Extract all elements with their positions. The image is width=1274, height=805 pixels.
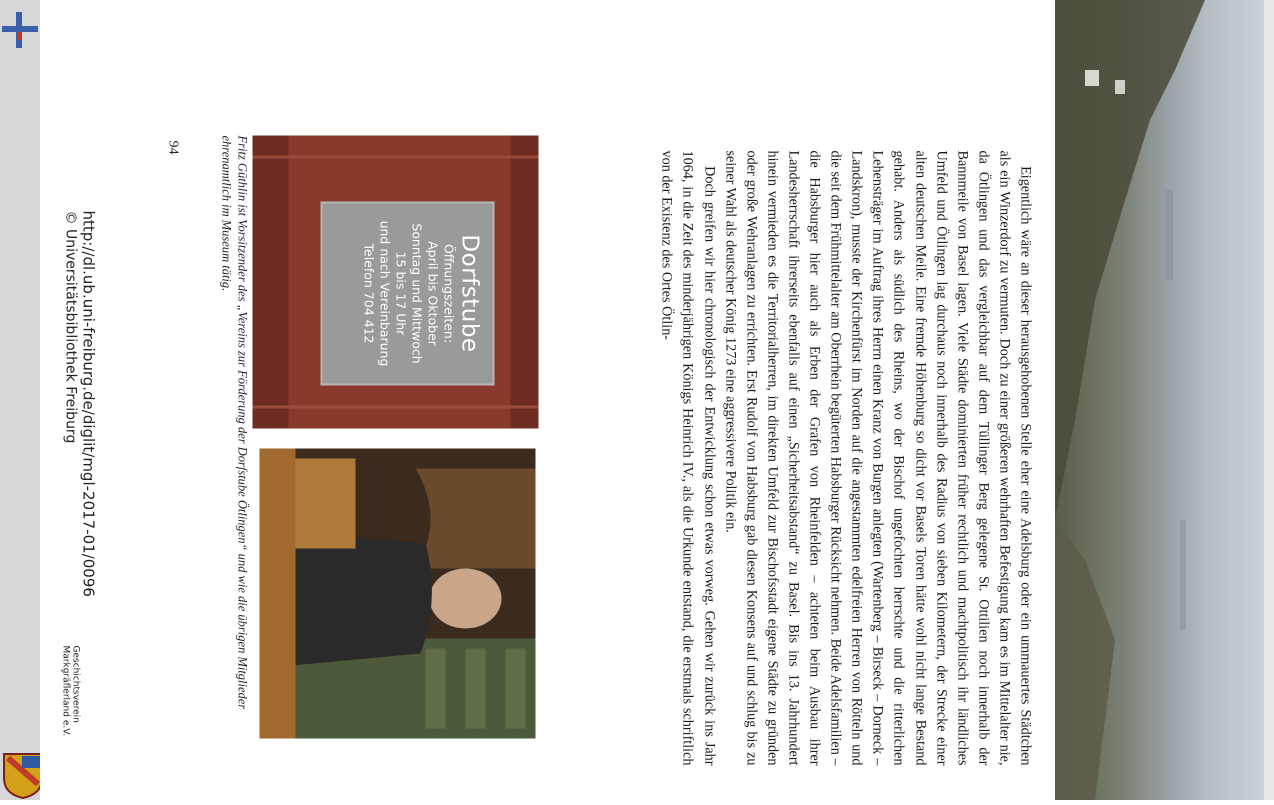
sign-line: Öffnungszeiten: [441,243,456,343]
viewer-right-edge [1264,0,1274,800]
source-url-link[interactable]: http://dl.ub.uni-freiburg.de/diglit/mgl-2017-01/0096 [79,210,97,597]
publisher-name [60,645,80,736]
copyright-notice: © Universitätsbibliothek Freiburg [62,210,78,443]
paragraph: Eigentlich wäre an dieser herausgehobenen Stelle eher eine Adelsburg oder ein ummauertes Städtchen als ein Winzerdorf zu vermuten. Doch zu einer größeren wehrhaften Befestigung kam es im Mittelalter nie, da Ötlingen und das vergleichbar auf dem Tüllinger Berg gelegene St. Ottilien noch innerhalb der Bannmeile von Basel lagen. Viele Städte dominierten früher rechtlich und machtpolitisch ihr ländliches Umfeld und Ötlingen lag durchaus noch innerhalb des Radius von sieben Kilometern, der Strecke einer alten deutschen Meile. Eine fremde Höhenburg so dicht vor Basels Toren hätte wohl nicht lange Bestand gehabt. Anders als südlich des Rheins, wo der Bischof ungefochten herrschte und die ritterlichen Lehensträger im Auftrag ihres Herrn einen Kranz von Burgen anlegten (Wartenberg – Birseck – Dorneck – Landskron), musste der Kirchenfürst im Norden auf die angestammten edelfreien Herren von Rötteln und die seit dem Frühmittelalter am Oberrhein begüterten Habsburger Rücksicht nehmen. Beide Adelsfamilien – die Habsburger hier auch als Erben der Grafen von Rheinfelden – achteten beim Ausbau ihrer Landesherrschaft ihrerseits ebenfalls auf einen „Sicherheitsabstand“ zu Basel. Bis ins 13. Jahrhundert hinein vermieden es die Territorialherren, im direkten Umfeld zur Bischofsstadt eigene Städte zu gründen oder große Wehranlagen zu errichten. Erst Rudolf von Habsburg gab diesen Konsens auf und schlug bis zu seiner Wahl als deutscher König 1273 eine aggressivere Politik ein. [721,150,1033,765]
sign-line: und nach Vereinbarung [377,220,392,366]
sign-line: Telefon 704 412 [361,243,376,343]
publisher-line: Geschichtsverein [70,645,80,723]
sign-line: Sonntag und Mittwoch [409,222,424,364]
rotated-page-content [40,0,1055,800]
publisher-line: Markgräflerland e.V. [60,645,70,736]
page-number: 94 [165,140,180,154]
dorfstube-sign-photo [252,135,538,428]
document-page [40,0,1055,800]
sign-line: April bis Oktober [425,240,440,346]
viewer-plus-icon[interactable] [2,10,42,50]
sign-line: 15 bis 17 Uhr [393,251,408,335]
photo-caption: Fritz Güthlin ist Vorsitzender des „Vereins zur Förderung der Dorfstube Ötlingen“ und wie die übrigen Mitglieder ehrenamtlich im Museum tätig. [219,135,249,709]
article-text [655,150,1035,765]
landscape-photo [1055,0,1264,800]
sign-title: Dorfstube [456,233,482,353]
paragraph: Doch greifen wir hier chronologisch der Entwicklung schon etwas vorweg. Gehen wir zurück ins Jahr 1064, in die Zeit des minderjährigen Königs Heinrich IV., als die Urkunde entstand, die erstmals schriftlich von der Existenz des Ortes Ötlin- [658,150,717,765]
man-in-museum-photo [259,448,535,738]
sign-plate [320,201,494,385]
